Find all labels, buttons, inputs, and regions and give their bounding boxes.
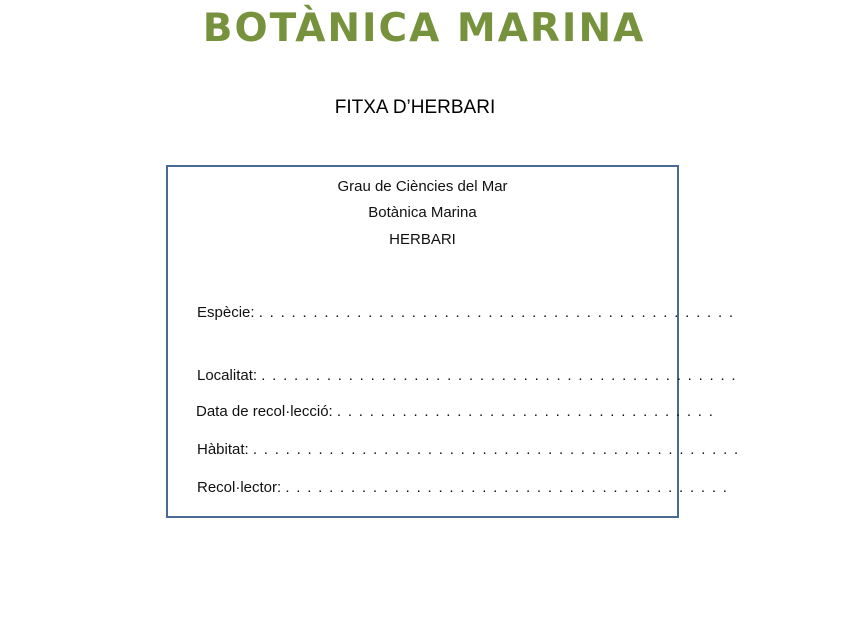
herbarium-label-card — [166, 165, 740, 518]
field-localitat — [197, 367, 737, 384]
field-recollector — [197, 479, 728, 496]
field-label: Recol·lector: — [197, 479, 282, 496]
field-dots: . . . . . . . . . . . . . . . . . . . . . . . . . . . . . . . . . . . . . . . . . . . . . — [252, 441, 740, 458]
field-label: Localitat: — [197, 367, 258, 384]
page-subtitle: FITXA D’HERBARI — [334, 97, 496, 118]
card-header-line: Grau de Ciències del Mar — [337, 178, 508, 195]
field-label: Data de recol·lecció: — [196, 403, 333, 420]
field-dots: . . . . . . . . . . . . . . . . . . . . . . . . . . . . . . . . . . . . . . . . . . . . — [258, 304, 735, 321]
field-data-recollecio — [196, 403, 714, 420]
page-title: BOTÀNICA MARINA — [202, 6, 646, 51]
card-header-line: HERBARI — [389, 231, 456, 248]
field-habitat — [197, 441, 739, 458]
field-label: Hàbitat: — [197, 441, 249, 458]
field-label: Espècie: — [197, 304, 255, 321]
field-especie — [197, 304, 734, 321]
field-dots: . . . . . . . . . . . . . . . . . . . . . . . . . . . . . . . . . . . . . . . . . — [285, 479, 729, 496]
card-header-line: Botànica Marina — [368, 204, 477, 221]
field-dots: . . . . . . . . . . . . . . . . . . . . . . . . . . . . . . . . . . . . . . . . . . . . — [261, 367, 737, 384]
field-dots: . . . . . . . . . . . . . . . . . . . . . . . . . . . . . . . . . . . — [336, 403, 715, 420]
